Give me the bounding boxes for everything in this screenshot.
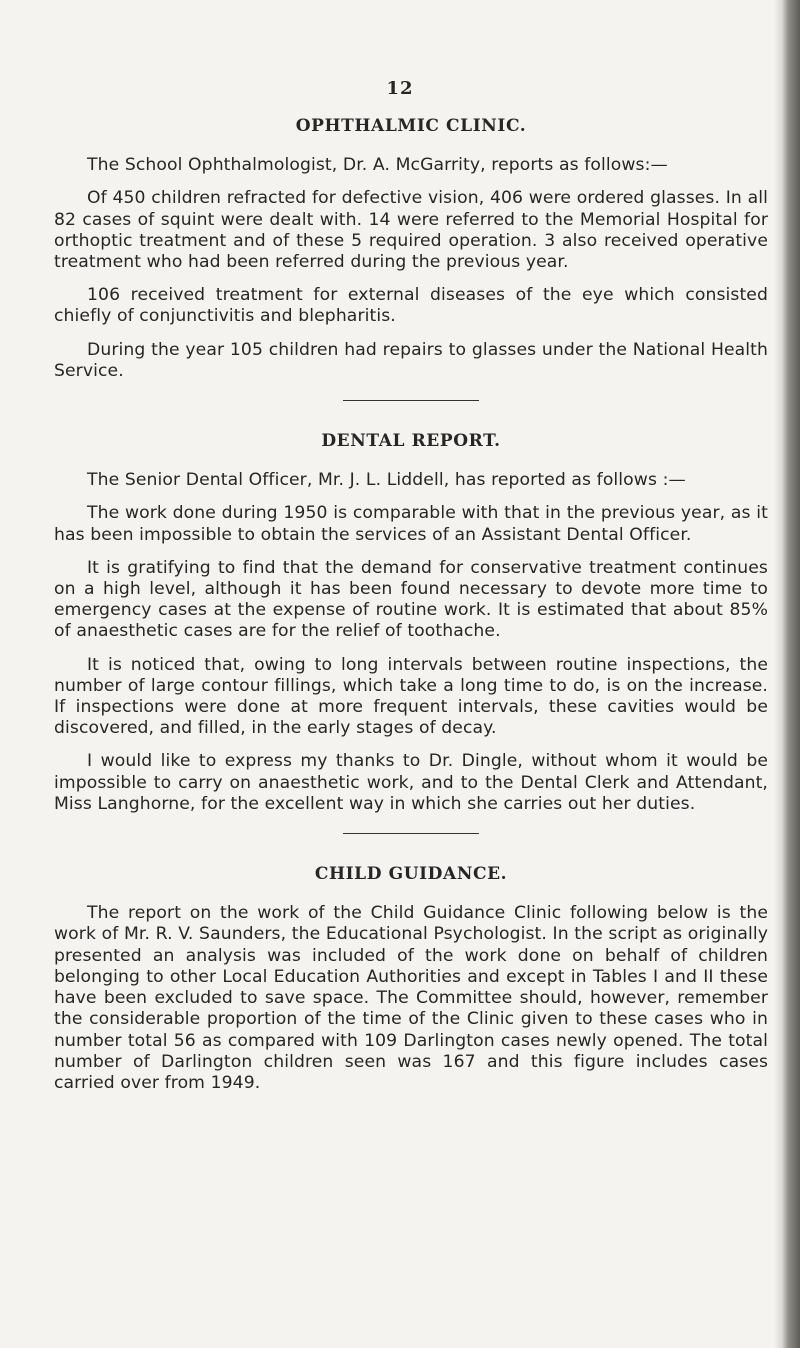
section-heading-ophthalmic-clinic: OPHTHALMIC CLINIC. bbox=[295, 116, 527, 136]
paragraph: I would like to express my thanks to Dr. Dingle, without whom it would be impossible to carry on anaesthetic work, and to the Dental Clerk and Attendant, Miss Langhorne, for the excellent way in which she carries out her duties. bbox=[54, 751, 768, 814]
paragraph: 106 received treatment for external diseases of the eye which consisted chiefly of conjunctivitis and blepharitis. bbox=[54, 285, 768, 327]
paragraph: Of 450 children refracted for defective vision, 406 were ordered glasses. In all 82 cases of squint were dealt with. 14 were referred to the Memorial Hospital for orthoptic treatment and of these 5 required operation. 3 also received operative treatment who had been referred during the previous year. bbox=[54, 188, 768, 273]
paragraph: During the year 105 children had repairs to glasses under the National Health Service. bbox=[54, 339, 768, 381]
section-divider bbox=[343, 833, 479, 834]
paragraph: The work done during 1950 is comparable with that in the previous year, as it has been impossible to obtain the services of an Assistant Dental Officer. bbox=[54, 503, 768, 545]
paragraph: The School Ophthalmologist, Dr. A. McGarrity, reports as follows:— bbox=[87, 155, 668, 176]
section-heading-dental-report: DENTAL REPORT. bbox=[321, 431, 501, 452]
child-guidance-section bbox=[54, 864, 768, 1094]
document-body bbox=[54, 116, 768, 1106]
paragraph: It is gratifying to find that the demand for conservative treatment continues on a high level, although it has been found necessary to devote more time to emergency cases at the expense of routine work. It is estimated that about 85% of anaesthetic cases are for the relief of toothache. bbox=[54, 557, 768, 642]
paragraph: The Senior Dental Officer, Mr. J. L. Liddell, has reported as follows :— bbox=[87, 470, 686, 491]
paragraph: It is noticed that, owing to long intervals between routine inspections, the number of large contour fillings, which take a long time to do, is on the increase. If inspections were done at more frequent intervals, these cavities would be discovered, and filled, in the early stages of decay. bbox=[54, 654, 768, 739]
paragraph: The report on the work of the Child Guidance Clinic following below is the work of Mr. R. V. Saunders, the Educational Psychologist. In the script as originally presented an analysis was included of the work done on behalf of children belonging to other Local Education Authorities and except in Tables I and II these have been excluded to save space. The Committee should, however, remember the considerable proportion of the time of the Clinic given to these cases who in number total 56 as compared with 109 Darlington cases newly opened. The total number of Darlington children seen was 167 and this figure includes cases carried over from 1949. bbox=[54, 903, 768, 1093]
page-edge-shadow bbox=[774, 0, 800, 1348]
dental-report-section bbox=[54, 431, 768, 815]
page-number: 12 bbox=[386, 78, 414, 99]
ophthalmic-clinic-section bbox=[54, 116, 768, 382]
section-divider bbox=[343, 400, 479, 401]
section-heading-child-guidance: CHILD GUIDANCE. bbox=[314, 864, 508, 885]
